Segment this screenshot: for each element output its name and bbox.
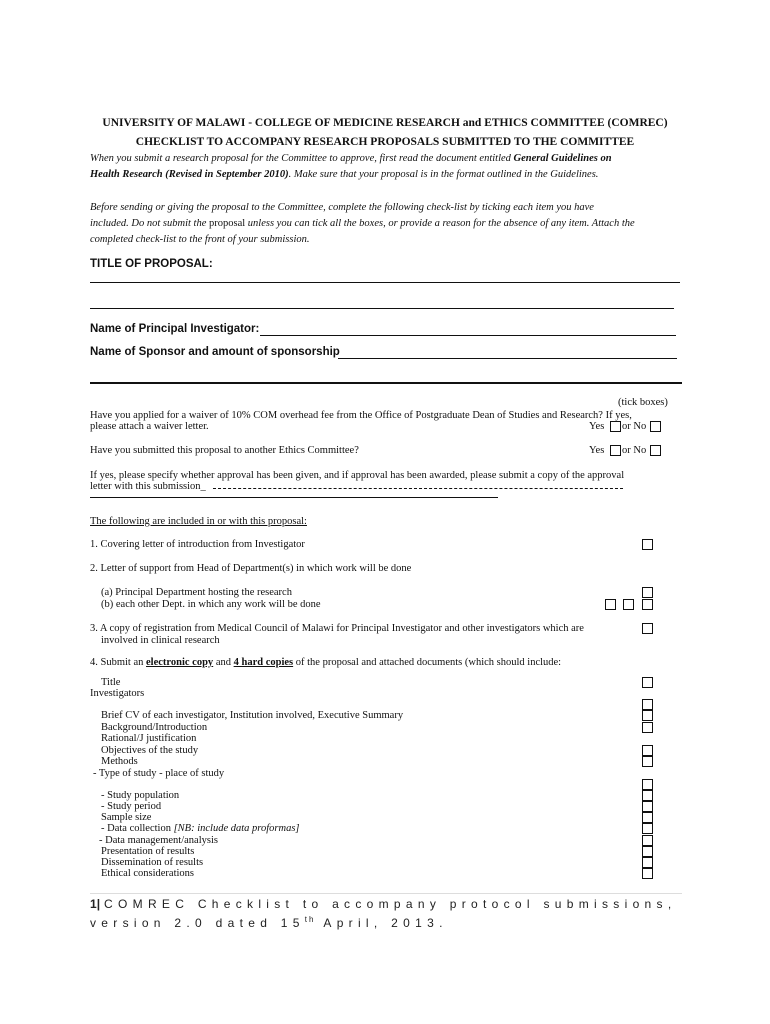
q2-no-label: or No (622, 445, 647, 456)
sub-data-collection (101, 823, 300, 835)
sub-study-period: - Study period (101, 801, 162, 812)
item-submit-electronic: electronic copy (146, 657, 214, 668)
sub-data-collection-label: - Data collection (101, 823, 171, 834)
item-submit-hard: 4 hard copies (233, 657, 294, 668)
footer-text-a: COMREC Checklist to accompany protocol submissions, (104, 897, 677, 911)
item-principal-dept-checkbox[interactable] (642, 587, 653, 598)
footer-separator: | (96, 897, 101, 911)
q1-no-label: or No (622, 421, 647, 432)
item-submit-c: and (213, 657, 234, 668)
q2-no-checkbox[interactable] (650, 445, 661, 456)
question-approval-line-2: letter with this submission_ (90, 481, 206, 492)
header-line-2: CHECKLIST TO ACCOMPANY RESEARCH PROPOSALS SUBMITTED TO THE COMMITTEE (135, 136, 635, 148)
sub-presentation-checkbox[interactable] (642, 846, 653, 857)
item-covering-letter: 1. Covering letter of introduction from Investigator (90, 539, 305, 550)
item-submit-e: of the proposal and attached documents (which should include: (293, 657, 562, 668)
sponsor-input-line[interactable] (338, 358, 677, 359)
footer-page-number: 1 (90, 897, 97, 911)
checklist-intro: The following are included in or with this proposal: (90, 516, 307, 527)
pi-label: Name of Principal Investigator: (90, 323, 260, 335)
item-principal-dept: (a) Principal Department hosting the research (101, 587, 292, 598)
section-separator (90, 382, 682, 384)
approval-input-line[interactable] (90, 497, 498, 498)
intro-p1-c: Health Research (Revised in September 2010) (90, 169, 289, 180)
intro-p1-b: General Guidelines on (513, 153, 612, 164)
sub-study-period-checkbox[interactable] (642, 801, 653, 812)
sub-dissemination: Dissemination of results (101, 857, 204, 868)
intro-p2-b: included. Do not submit the (90, 218, 209, 229)
item-other-dept-checkbox-2[interactable] (623, 599, 634, 610)
sub-presentation: Presentation of results (101, 846, 195, 857)
sub-ethical: Ethical considerations (101, 868, 195, 879)
title-input-line-1[interactable] (90, 282, 680, 283)
sub-rational: Rational/J justification (101, 733, 197, 744)
sub-dissemination-checkbox[interactable] (642, 857, 653, 868)
item-other-dept-checkbox-3[interactable] (642, 599, 653, 610)
pi-input-line[interactable] (260, 335, 676, 336)
intro-paragraph-1 (90, 151, 690, 183)
item-submit-copies (90, 657, 650, 669)
sub-objectives: Objectives of the study (101, 745, 199, 756)
sub-investigators-checkbox[interactable] (642, 699, 653, 710)
sub-brief-cv: Brief CV of each investigator, Institution involved, Executive Summary (101, 710, 404, 721)
sub-title: Title (101, 677, 121, 688)
sub-background-checkbox[interactable] (642, 722, 653, 733)
sub-methods: Methods (101, 756, 138, 767)
sub-methods-checkbox[interactable] (642, 756, 653, 767)
item-other-dept: (b) each other Dept. in which any work will be done (101, 599, 321, 610)
sub-study-population-checkbox[interactable] (642, 790, 653, 801)
sub-background: Background/Introduction (101, 722, 208, 733)
item-covering-letter-checkbox[interactable] (642, 539, 653, 550)
sponsor-label: Name of Sponsor and amount of sponsorship (90, 346, 340, 358)
item-registration-line-2: involved in clinical research (101, 635, 220, 646)
footer-text-b: version 2.0 dated 15 (90, 916, 305, 930)
tick-boxes-label: (tick boxes) (618, 397, 668, 408)
question-other-committee: Have you submitted this proposal to another Ethics Committee? (90, 445, 359, 456)
q2-yes-label: Yes (589, 445, 605, 456)
item-other-dept-checkbox-1[interactable] (605, 599, 616, 610)
intro-p1-d: . Make sure that your proposal is in the format outlined in the Guidelines. (288, 169, 599, 180)
sub-data-management: - Data management/analysis (99, 835, 218, 846)
sub-objectives-checkbox[interactable] (642, 745, 653, 756)
sub-brief-cv-checkbox[interactable] (642, 710, 653, 721)
intro-p2-a: Before sending or giving the proposal to the Committee, complete the following check-list by ticking each item you have (90, 202, 594, 213)
question-waiver-line-1: Have you applied for a waiver of 10% COM overhead fee from the Office of Postgraduate Dean of Studies and Research? If yes, (90, 410, 632, 421)
header-line-1: UNIVERSITY OF MALAWI - COLLEGE OF MEDICINE RESEARCH and ETHICS COMMITTEE (COMREC) (102, 117, 668, 129)
title-of-proposal-label: TITLE OF PROPOSAL: (90, 258, 213, 270)
q1-yes-checkbox[interactable] (610, 421, 621, 432)
sub-type-of-study-checkbox[interactable] (642, 779, 653, 790)
footer-text-c: April, 2013. (315, 916, 448, 930)
question-waiver-line-2: please attach a waiver letter. (90, 421, 209, 432)
approval-dash-line[interactable] (213, 488, 623, 489)
item-letter-support: 2. Letter of support from Head of Department(s) in which work will be done (90, 563, 412, 574)
sub-sample-size: Sample size (101, 812, 152, 823)
item-submit-a: 4. Submit an (90, 657, 147, 668)
title-input-line-2[interactable] (90, 308, 674, 309)
item-registration-checkbox[interactable] (642, 623, 653, 634)
sub-data-management-checkbox[interactable] (642, 835, 653, 846)
sub-sample-size-checkbox[interactable] (642, 812, 653, 823)
sub-title-checkbox[interactable] (642, 677, 653, 688)
intro-paragraph-2 (90, 200, 690, 248)
q1-no-checkbox[interactable] (650, 421, 661, 432)
intro-p2-c: proposal (209, 218, 246, 229)
footer-sup: th (304, 915, 316, 924)
footer (90, 896, 690, 931)
sub-data-collection-checkbox[interactable] (642, 823, 653, 834)
question-approval-line-1: If yes, please specify whether approval has been given, and if approval has been awarded, please submit a copy of the approval (90, 470, 625, 481)
sub-study-population: - Study population (101, 790, 180, 801)
q2-yes-checkbox[interactable] (610, 445, 621, 456)
sub-type-of-study: - Type of study - place of study (93, 768, 225, 779)
intro-p2-d: unless you can tick all the boxes, or provide a reason for the absence of any item. Attach the (245, 218, 635, 229)
footer-divider (90, 893, 682, 894)
item-registration-line-1: 3. A copy of registration from Medical Council of Malawi for Principal Investigator and other investigators which are (90, 623, 584, 634)
intro-p1-a: When you submit a research proposal for the Committee to approve, first read the document entitled (90, 153, 514, 164)
q1-yes-label: Yes (589, 421, 605, 432)
intro-p2-e: completed check-list to the front of your submission. (90, 234, 310, 245)
sub-data-collection-note: [NB: include data proformas] (173, 823, 300, 834)
sub-ethical-checkbox[interactable] (642, 868, 653, 879)
sub-investigators: Investigators (90, 688, 145, 699)
